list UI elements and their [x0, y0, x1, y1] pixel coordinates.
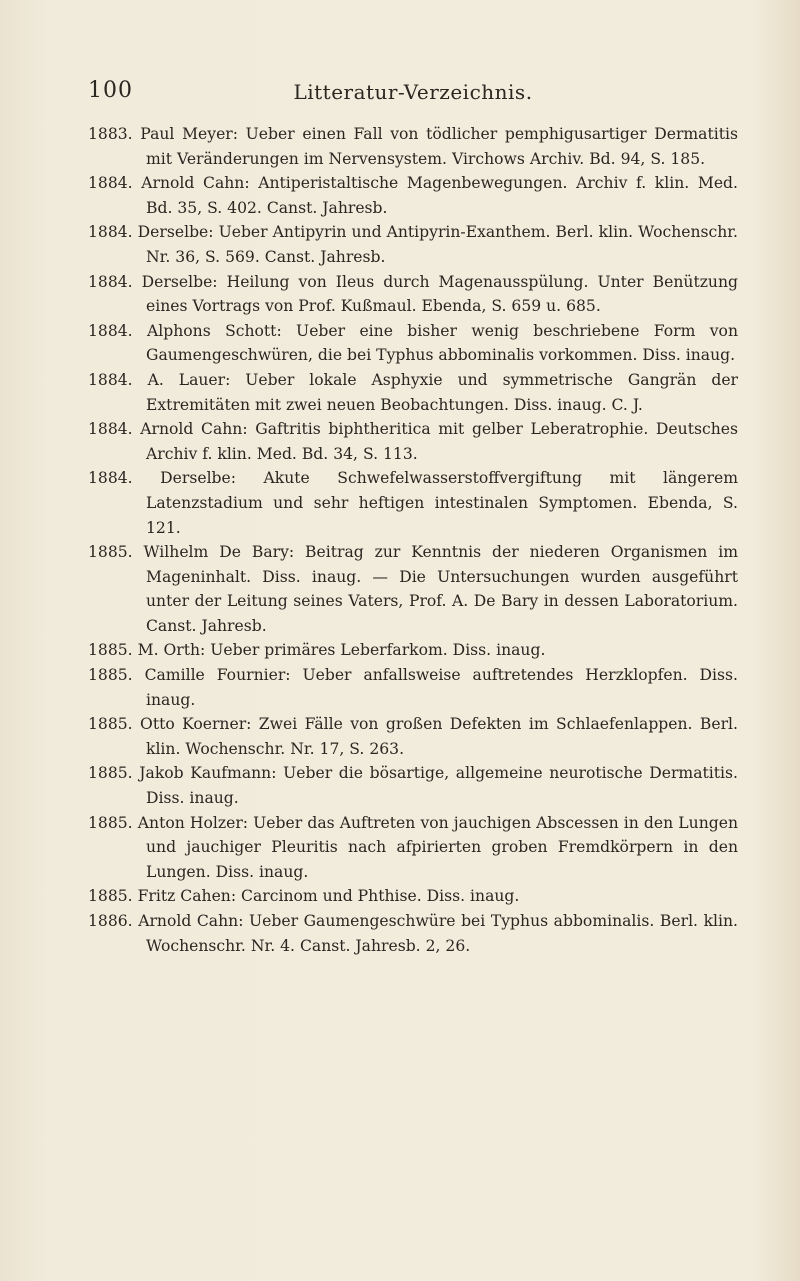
- bibliography-entry: 1884. Alphons Schott: Ueber eine bisher wenig beschriebene Form von Gaumengeschwüren, die bei Typhus abbominalis vorkommen. Diss. inaug.: [88, 321, 738, 365]
- bibliography-entry: 1884. Derselbe: Akute Schwefelwasserstoffvergiftung mit längerem Latenzstadium und sehr heftigen intestinalen Symptomen. Ebenda, S. 121.: [88, 469, 738, 537]
- running-title: Litteratur-Verzeichnis.: [293, 80, 533, 104]
- bibliography-entry: 1884. Arnold Cahn: Gaftritis biphtheritica mit gelber Leberatrophie. Deutsches Archiv f. klin. Med. Bd. 34, S. 113.: [88, 420, 738, 463]
- bibliography-entry: 1884. Derselbe: Heilung von Ileus durch Magenausspülung. Unter Benützung eines Vortrags von Prof. Kußmaul. Ebenda, S. 659 u. 685.: [88, 272, 738, 316]
- bibliography-entry: 1885. Camille Fournier: Ueber anfallsweise auftretendes Herzklopfen. Diss. inaug.: [88, 666, 738, 709]
- bibliography-entry: 1885. Jakob Kaufmann: Ueber die bösartige, allgemeine neurotische Dermatitis. Diss. inaug.: [88, 764, 738, 808]
- bibliography-entry: 1885. Wilhelm De Bary: Beitrag zur Kenntnis der niederen Organismen im Mageninhalt. Diss. inaug. — Die Untersuchungen wurden ausgeführt unter der Leitung seines Vaters, Prof. A. De Bary in dessen Laboratorium. Canst. Jahresb.: [88, 543, 738, 635]
- bibliography-entry: 1884. Derselbe: Ueber Antipyrin und Antipyrin-Exanthem. Berl. klin. Wochenschr. Nr. 36, S. 569. Canst. Jahresb.: [88, 223, 738, 266]
- bibliography-entry: 1885. Otto Koerner: Zwei Fälle von großen Defekten im Schlaefenlappen. Berl. klin. Wochenschr. Nr. 17, S. 263.: [88, 715, 738, 758]
- page-header: [88, 78, 738, 118]
- bibliography-entry: 1884. A. Lauer: Ueber lokale Asphyxie und symmetrische Gangrän der Extremitäten mit zwei neuen Beobachtungen. Diss. inaug. C. J.: [88, 370, 738, 414]
- bibliography-entry: 1885. Anton Holzer: Ueber das Auftreten von jauchigen Abscessen in den Lungen und jauchiger Pleuritis nach afpirierten groben Fremdkörpern in den Lungen. Diss. inaug.: [88, 813, 738, 881]
- bibliography-list: [88, 122, 738, 958]
- bibliography-entry: 1885. M. Orth: Ueber primäres Leberfarkom. Diss. inaug.: [88, 641, 546, 660]
- page-number: 100: [88, 78, 133, 103]
- bibliography-entry: 1884. Arnold Cahn: Antiperistaltische Magenbewegungen. Archiv f. klin. Med. Bd. 35, S. 402. Canst. Jahresb.: [88, 174, 738, 217]
- bibliography-entry: 1885. Fritz Cahen: Carcinom und Phthise. Diss. inaug.: [88, 887, 520, 906]
- bibliography-entry: 1883. Paul Meyer: Ueber einen Fall von tödlicher pemphigusartiger Dermatitis mit Veränderungen im Nervensystem. Virchows Archiv. Bd. 94, S. 185.: [88, 125, 738, 168]
- bibliography-entry: 1886. Arnold Cahn: Ueber Gaumengeschwüre bei Typhus abbominalis. Berl. klin. Wochenschr. Nr. 4. Canst. Jahresb. 2, 26.: [88, 912, 738, 955]
